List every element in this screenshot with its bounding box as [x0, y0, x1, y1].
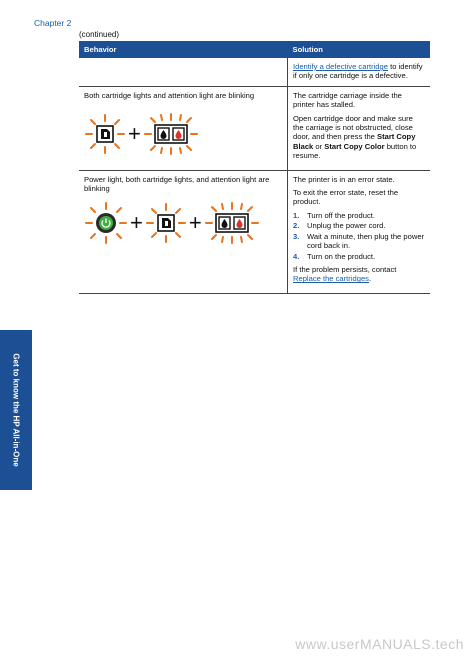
solution-text: If the problem persists, contact — [293, 264, 397, 274]
continued-label: (continued) — [79, 30, 120, 39]
behavior-cell — [79, 86, 288, 170]
light-icons-group — [84, 112, 282, 156]
solution-cell — [288, 170, 431, 293]
reset-steps-list — [293, 211, 425, 261]
header-behavior: Behavior — [79, 41, 288, 58]
step-text: Unplug the power cord. — [307, 221, 386, 231]
solution-text: button to resume. — [293, 141, 417, 161]
solution-text: To exit the error state, reset the product. — [293, 188, 399, 207]
step-number: 4. — [293, 251, 300, 261]
table-row — [79, 170, 430, 293]
attention-light-icon — [145, 202, 187, 244]
identify-defective-cartridge-link[interactable]: Identify a defective cartridge — [293, 62, 388, 71]
behavior-cell — [79, 170, 288, 293]
solution-text: The cartridge carriage inside the printer has stalled. — [293, 90, 402, 110]
step-text: Turn on the product. — [307, 251, 376, 261]
behavior-text: Both cartridge lights and attention light are blinking — [84, 90, 255, 100]
solution-cell — [288, 58, 431, 86]
solution-text: Open cartridge door and make sure the carriage is not obstructed, close door, and then press the — [293, 113, 413, 142]
power-light-icon — [84, 201, 128, 245]
troubleshooting-table — [79, 41, 430, 294]
step-number: 3. — [293, 231, 300, 241]
list-item — [293, 221, 425, 230]
solution-text: . — [368, 274, 372, 284]
behavior-cell — [79, 58, 288, 86]
step-text: Turn off the product. — [307, 210, 375, 220]
side-tab — [0, 330, 32, 490]
watermark: www.userMANUALS.tech — [295, 636, 464, 652]
plus-sign: + — [128, 121, 141, 147]
solution-text: The printer is in an error state. — [293, 174, 395, 184]
list-item — [293, 211, 425, 220]
step-text: Wait a minute, then plug the power cord back in. — [307, 231, 425, 251]
light-icons-group — [84, 201, 282, 245]
side-tab-label: Get to know the HP All-in-One — [11, 353, 21, 467]
cartridge-lights-icon — [204, 201, 260, 245]
solution-text: or — [313, 141, 325, 151]
table-row — [79, 58, 430, 86]
step-number: 1. — [293, 210, 300, 220]
solution-instructions — [293, 114, 425, 161]
table-row — [79, 86, 430, 170]
cartridge-lights-icon — [143, 112, 199, 156]
plus-sign: + — [188, 210, 202, 236]
plus-sign: + — [130, 210, 143, 236]
start-copy-black-label: Start Copy Black — [293, 132, 416, 151]
solution-cell — [288, 86, 431, 170]
solution-contact — [293, 265, 425, 284]
solution-text: to identify if only one cartridge is a defective. — [293, 62, 423, 81]
replace-cartridges-link[interactable]: Replace the cartridges — [293, 274, 369, 284]
list-item — [293, 232, 425, 251]
start-copy-color-label: Start Copy Color — [324, 141, 385, 151]
chapter-label: Chapter 2 — [34, 18, 72, 28]
header-solution: Solution — [288, 41, 431, 58]
list-item — [293, 252, 425, 261]
behavior-text: Power light, both cartridge lights, and attention light are blinking — [84, 174, 270, 194]
step-number: 2. — [293, 221, 300, 231]
attention-light-icon — [84, 113, 126, 155]
